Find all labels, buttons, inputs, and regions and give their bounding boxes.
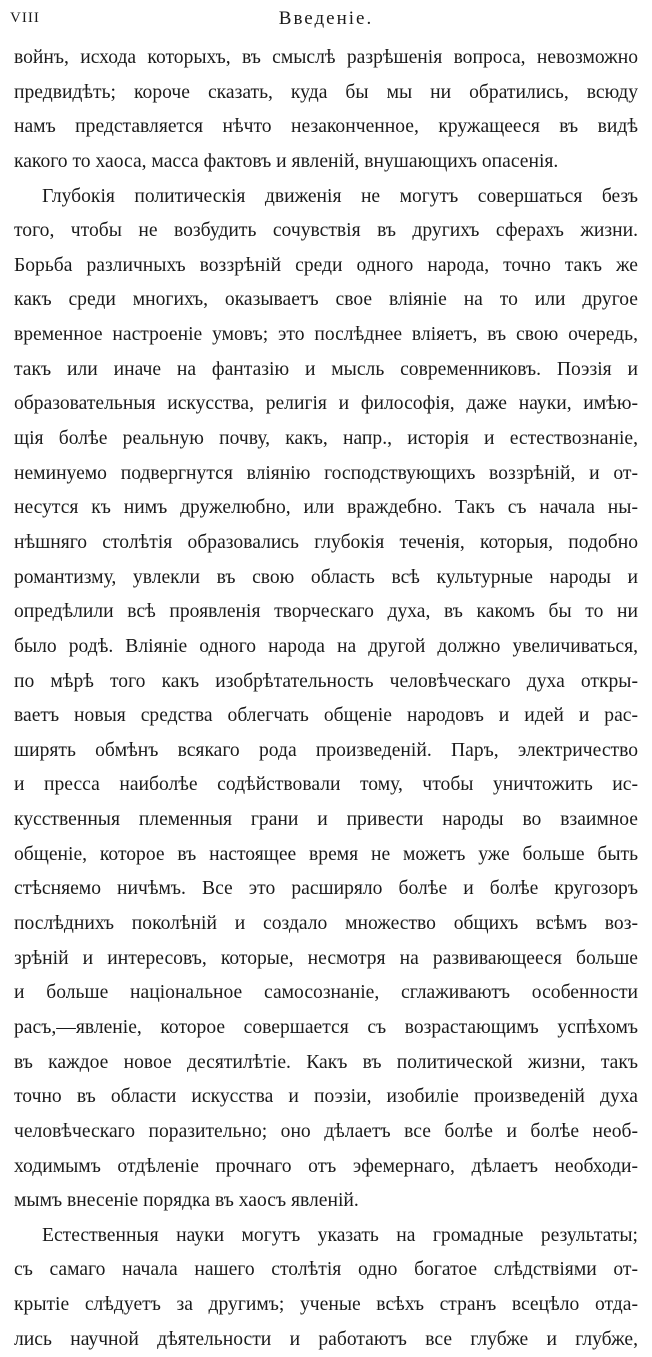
page-header [10, 6, 642, 34]
text-line: крытіе слѣдуетъ за другимъ; ученые всѣхъ странъ всецѣло отда- [14, 1294, 638, 1316]
text-line: Естественныя науки могутъ указать на громадные результаты; [42, 1224, 638, 1246]
text-line: щія болѣе реальную почву, какъ, напр., исторія и естествознаніе, [14, 428, 638, 450]
text-line: было родѣ. Вліяніе одного народа на другой должно увеличиваться, [14, 635, 638, 657]
page-number: VIII [10, 10, 40, 26]
text-line: намъ представляется нѣчто незаконченное, кружащееся въ видѣ [14, 116, 638, 138]
text-line: какого то хаоса, масса фактовъ и явленій, внушающихъ опасенія. [14, 150, 559, 172]
text-line: Борьба различныхъ воззрѣній среди одного народа, точно такъ же [14, 254, 638, 276]
text-line: съ самаго начала нашего столѣтія одно богатое слѣдствіями от- [14, 1259, 638, 1281]
text-line: Глубокія политическія движенія не могутъ совершаться безъ [42, 185, 638, 207]
text-line: ваетъ новыя средства облегчать общеніе народовъ и идей и рас- [14, 705, 638, 727]
text-line: и больше національное самосознаніе, сглаживаютъ особенности [14, 982, 638, 1004]
text-line: ходимымъ отдѣленіе прочнаго отъ эфемернаго, дѣлаетъ необходи- [14, 1155, 638, 1177]
text-line: нѣшняго столѣтія образовались глубокія теченія, которыя, подобно [14, 531, 638, 553]
text-line: ширять обмѣнъ всякаго рода произведеній. Паръ, электричество [14, 739, 638, 761]
text-line: временное настроеніе умовъ; это послѣднее вліяетъ, въ свою очередь, [14, 324, 638, 346]
text-line: романтизму, увлекли въ свою область всѣ культурные народы и [14, 566, 638, 588]
text-line: предвидѣть; короче сказать, куда бы мы ни обратились, всюду [14, 81, 638, 103]
text-line: лись научной дѣятельности и работаютъ все глубже и глубже, [14, 1328, 638, 1350]
text-line: неминуемо подвергнутся вліянію господствующихъ воззрѣній, и от- [14, 462, 638, 484]
text-line: опредѣлили всѣ проявленія творческаго духа, въ какомъ бы то ни [14, 601, 638, 623]
text-line: несутся къ нимъ дружелюбно, или враждебно. Такъ съ начала ны- [14, 497, 638, 519]
running-title: Введеніе. [278, 8, 374, 29]
text-line: въ каждое новое десятилѣтіе. Какъ въ политической жизни, такъ [14, 1051, 638, 1073]
text-line: и пресса наиболѣе содѣйствовали тому, чтобы уничтожить ис- [14, 774, 638, 796]
text-line: кусственныя племенныя грани и привести народы во взаимное [14, 809, 638, 831]
text-line: послѣднихъ поколѣній и создало множество общихъ всѣмъ воз- [14, 913, 638, 935]
text-line: такъ или иначе на фантазію и мысль современниковъ. Поэзія и [14, 358, 638, 380]
text-line: по мѣрѣ того какъ изобрѣтательность человѣческаго духа откры- [14, 670, 638, 692]
text-line: какъ среди многихъ, оказываетъ свое вліяніе на то или другое [14, 289, 638, 311]
body-text [14, 41, 638, 1357]
text-line: расъ,—явленіе, которое совершается съ возрастающимъ успѣхомъ [14, 1016, 638, 1038]
text-line: точно въ области искусства и поэзіи, изобиліе произведеній духа [14, 1086, 638, 1108]
text-line: войнъ, исхода которыхъ, въ смыслѣ разрѣшенія вопроса, невозможно [14, 47, 638, 68]
text-line: мымъ внесеніе порядка въ хаосъ явленій. [14, 1190, 359, 1212]
text-line: стѣсняемо ничѣмъ. Все это расширяло болѣе и болѣе кругозоръ [14, 878, 638, 900]
text-line: того, чтобы не возбудить сочувствія въ другихъ сферахъ жизни. [14, 220, 638, 242]
text-line: человѣческаго поразительно; оно дѣлаетъ все болѣе и болѣе необ- [14, 1120, 638, 1142]
text-line: образовательныя искусства, религія и философія, даже науки, имѣю- [14, 393, 638, 415]
text-line: зрѣній и интересовъ, которые, несмотря на развивающееся больше [14, 947, 638, 969]
text-line: общеніе, которое въ настоящее время не можетъ уже больше быть [14, 843, 638, 865]
